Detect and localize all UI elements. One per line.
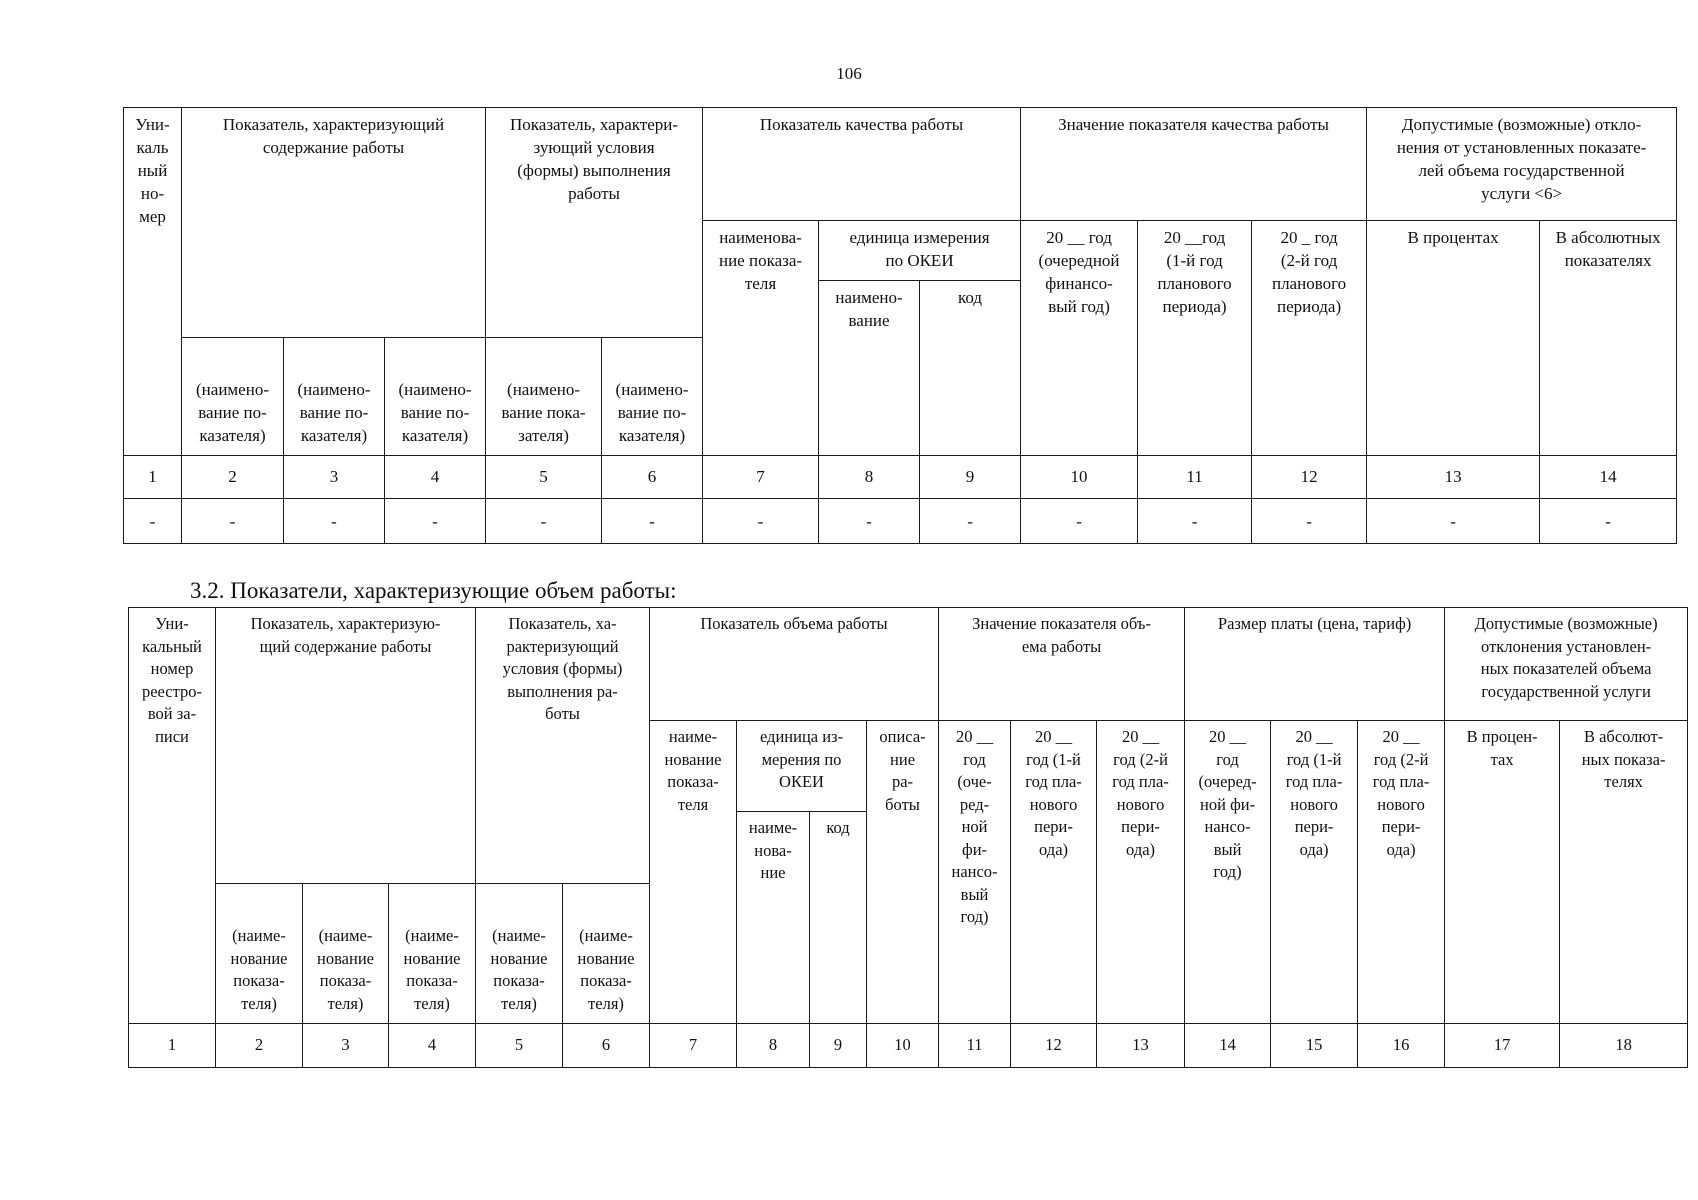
header-deviation: Допустимые (возможные) отклонения установлен- ных показателей объема государственной услуги (1445, 608, 1688, 721)
column-number: 15 (1271, 1024, 1358, 1068)
data-cell: - (703, 499, 819, 544)
column-number: 4 (385, 456, 486, 499)
header-okei-name: наиме- нова- ние (737, 812, 810, 1024)
column-number: 12 (1011, 1024, 1097, 1068)
sub-indicator-5: (наимено- вание пока- зателя) (486, 338, 602, 456)
header-indicator-name: наиме- нование показа- теля (650, 721, 737, 1024)
page-number: 106 (836, 64, 862, 83)
column-numbers-row (129, 1024, 1688, 1068)
data-cell: - (385, 499, 486, 544)
column-number: 2 (216, 1024, 303, 1068)
column-number: 9 (810, 1024, 867, 1068)
header-okei-unit: единица измерения по ОКЕИ (819, 221, 1021, 281)
column-number: 7 (703, 456, 819, 499)
header-year-current: 20 __ год (очередной финансо- вый год) (1021, 221, 1138, 456)
column-number: 8 (737, 1024, 810, 1068)
header-percent: В процен- тах (1445, 721, 1560, 1024)
header-deviation: Допустимые (возможные) откло- нения от установленных показате- лей объема государственной услуги <6> (1367, 108, 1677, 221)
column-number: 14 (1540, 456, 1677, 499)
data-cell: - (602, 499, 703, 544)
header-quality-indicator: Показатель качества работы (703, 108, 1021, 221)
sub-indicator-4: (наиме- нование показа- теля) (389, 884, 476, 1024)
header-unique-number: Уни- кальный номер реестро- вой за- писи (129, 608, 216, 1024)
header-unique-number: Уни- каль ный но- мер (124, 108, 182, 456)
column-number: 10 (867, 1024, 939, 1068)
column-number: 3 (284, 456, 385, 499)
column-number: 13 (1097, 1024, 1185, 1068)
volume-indicators-table (128, 607, 1688, 1068)
header-year-plan2: 20 _ год (2-й год планового периода) (1252, 221, 1367, 456)
column-number: 10 (1021, 456, 1138, 499)
column-numbers-row (124, 456, 1677, 499)
column-number: 5 (486, 456, 602, 499)
header-volume-value: Значение показателя объ- ема работы (939, 608, 1185, 721)
data-cell: - (819, 499, 920, 544)
column-number: 11 (1138, 456, 1252, 499)
header-fee-year-current: 20 __ год (очеред- ной фи- нансо- вый год) (1185, 721, 1271, 1024)
data-cell: - (1021, 499, 1138, 544)
sub-indicator-4: (наимено- вание по- казателя) (385, 338, 486, 456)
data-cell: - (124, 499, 182, 544)
column-number: 6 (602, 456, 703, 499)
column-number: 6 (563, 1024, 650, 1068)
header-vol-year-plan1: 20 __ год (1-й год пла- нового пери- ода) (1011, 721, 1097, 1024)
data-cell: - (182, 499, 284, 544)
sub-indicator-2: (наимено- вание по- казателя) (182, 338, 284, 456)
header-work-description: описа- ние ра- боты (867, 721, 939, 1024)
header-content-indicator: Показатель, характеризую- щий содержание работы (216, 608, 476, 884)
header-volume-indicator: Показатель объема работы (650, 608, 939, 721)
column-number: 7 (650, 1024, 737, 1068)
data-cell: - (284, 499, 385, 544)
data-cell: - (1367, 499, 1540, 544)
header-condition-indicator: Показатель, характери- зующий условия (формы) выполнения работы (486, 108, 703, 338)
sub-indicator-3: (наиме- нование показа- теля) (303, 884, 389, 1024)
data-cell: - (920, 499, 1021, 544)
header-fee-year-plan2: 20 __ год (2-й год пла- нового пери- ода) (1358, 721, 1445, 1024)
sub-indicator-5: (наиме- нование показа- теля) (476, 884, 563, 1024)
header-absolute: В абсолют- ных показа- телях (1560, 721, 1688, 1024)
column-number: 17 (1445, 1024, 1560, 1068)
header-okei-name: наимено- вание (819, 281, 920, 456)
header-absolute: В абсолютных показателях (1540, 221, 1677, 456)
sub-indicator-6: (наиме- нование показа- теля) (563, 884, 650, 1024)
column-number: 12 (1252, 456, 1367, 499)
data-cell: - (1540, 499, 1677, 544)
column-number: 8 (819, 456, 920, 499)
sub-indicator-6: (наимено- вание по- казателя) (602, 338, 703, 456)
column-number: 4 (389, 1024, 476, 1068)
header-fee-year-plan1: 20 __ год (1-й год пла- нового пери- ода) (1271, 721, 1358, 1024)
header-condition-indicator: Показатель, ха- рактеризующий условия (формы) выполнения ра- боты (476, 608, 650, 884)
column-number: 18 (1560, 1024, 1688, 1068)
quality-indicators-table (123, 107, 1677, 544)
column-number: 14 (1185, 1024, 1271, 1068)
header-okei-code: код (920, 281, 1021, 456)
column-number: 5 (476, 1024, 563, 1068)
data-row (124, 499, 1677, 544)
section-title: 3.2. Показатели, характеризующие объем работы: (190, 578, 677, 603)
column-number: 2 (182, 456, 284, 499)
header-indicator-name: наименова- ние показа- теля (703, 221, 819, 456)
header-okei-unit: единица из- мерения по ОКЕИ (737, 721, 867, 812)
column-number: 11 (939, 1024, 1011, 1068)
header-vol-year-current: 20 __ год (оче- ред- ной фи- нансо- вый год) (939, 721, 1011, 1024)
column-number: 3 (303, 1024, 389, 1068)
sub-indicator-2: (наиме- нование показа- теля) (216, 884, 303, 1024)
data-cell: - (1252, 499, 1367, 544)
header-year-plan1: 20 __год (1-й год планового периода) (1138, 221, 1252, 456)
data-cell: - (486, 499, 602, 544)
header-fee: Размер платы (цена, тариф) (1185, 608, 1445, 721)
column-number: 1 (124, 456, 182, 499)
header-quality-value: Значение показателя качества работы (1021, 108, 1367, 221)
column-number: 1 (129, 1024, 216, 1068)
column-number: 16 (1358, 1024, 1445, 1068)
data-cell: - (1138, 499, 1252, 544)
sub-indicator-3: (наимено- вание по- казателя) (284, 338, 385, 456)
column-number: 13 (1367, 456, 1540, 499)
header-percent: В процентах (1367, 221, 1540, 456)
header-content-indicator: Показатель, характеризующий содержание работы (182, 108, 486, 338)
column-number: 9 (920, 456, 1021, 499)
header-vol-year-plan2: 20 __ год (2-й год пла- нового пери- ода) (1097, 721, 1185, 1024)
header-okei-code: код (810, 812, 867, 1024)
